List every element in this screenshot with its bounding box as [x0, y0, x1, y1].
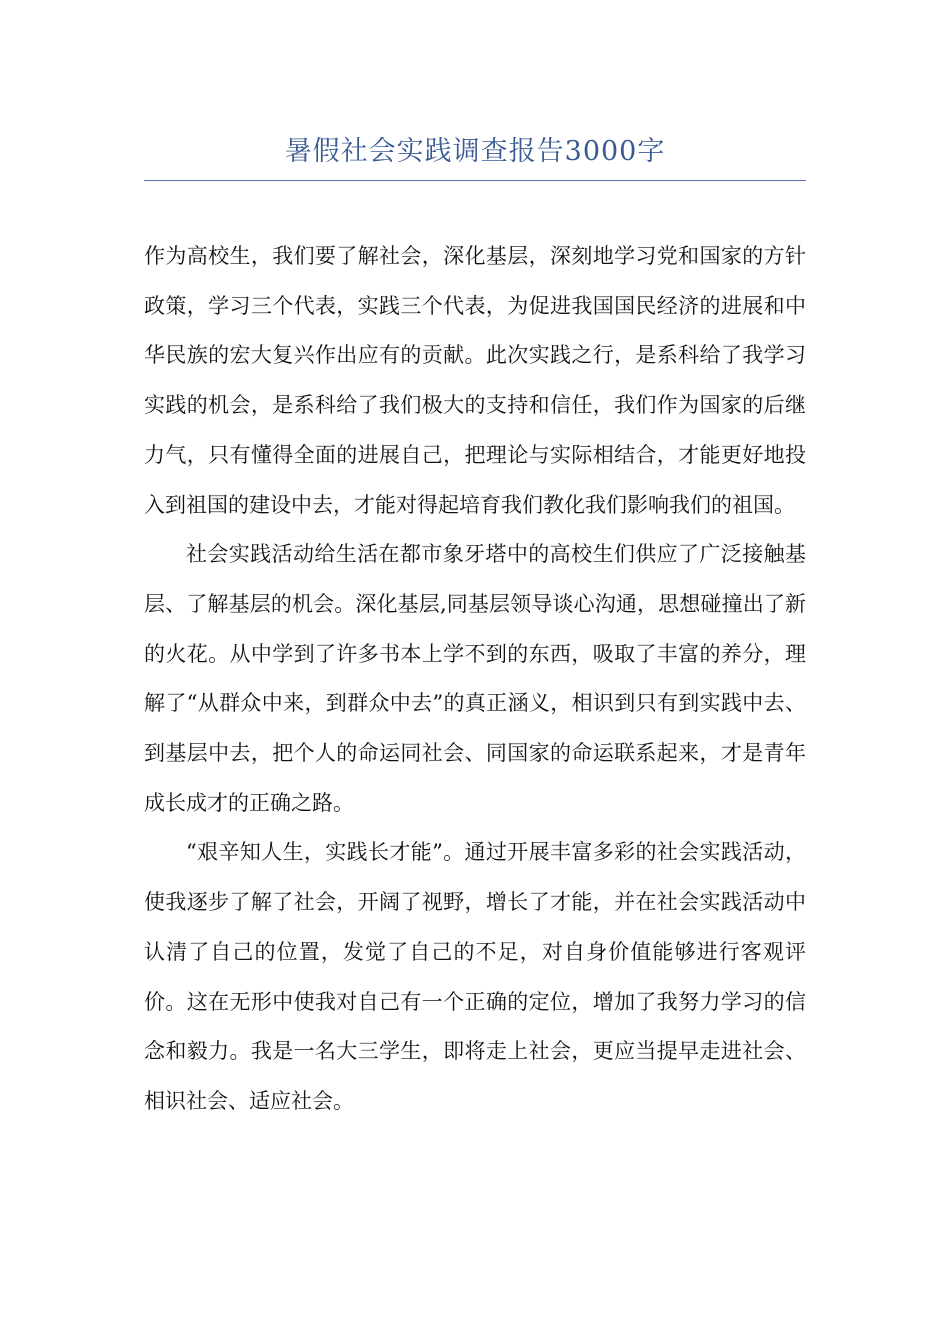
- title-underline: [144, 180, 806, 181]
- document-title: 暑假社会实践调查报告3000字: [284, 136, 666, 167]
- paragraph-1: 作为高校生，我们要了解社会，深化基层，深刻地学习党和国家的方针政策，学习三个代表，实践三个代表，为促进我国国民经济的进展和中华民族的宏大复兴作出应有的贡献。此次实践之行，是系科给了我学习实践的机会，是系科给了我们极大的支持和信任，我们作为国家的后继力气，只有懂得全面的进展自己，把理论与实际相结合，才能更好地投入到祖国的建设中去，才能对得起培育我们教化我们影响我们的祖国。: [144, 244, 806, 517]
- paragraph-3: “艰辛知人生，实践长才能”。通过开展丰富多彩的社会实践活动，使我逐步了解了社会，开阔了视野，增长了才能，并在社会实践活动中认清了自己的位置，发觉了自己的不足，对自身价值能够进行客观评价。这在无形中使我对自己有一个正确的定位，增加了我努力学习的信念和毅力。我是一名大三学生，即将走上社会，更应当提早走进社会、相识社会、适应社会。: [144, 840, 806, 1113]
- document-body: [144, 232, 806, 1127]
- paragraph-2: 社会实践活动给生活在都市象牙塔中的高校生们供应了广泛接触基层、了解基层的机会。深化基层,同基层领导谈心沟通，思想碰撞出了新的火花。从中学到了许多书本上学不到的东西，吸取了丰富的养分，理解了“从群众中来，到群众中去”的真正涵义，相识到只有到实践中去、到基层中去，把个人的命运同社会、同国家的命运联系起来，才是青年成长成才的正确之路。: [144, 542, 806, 815]
